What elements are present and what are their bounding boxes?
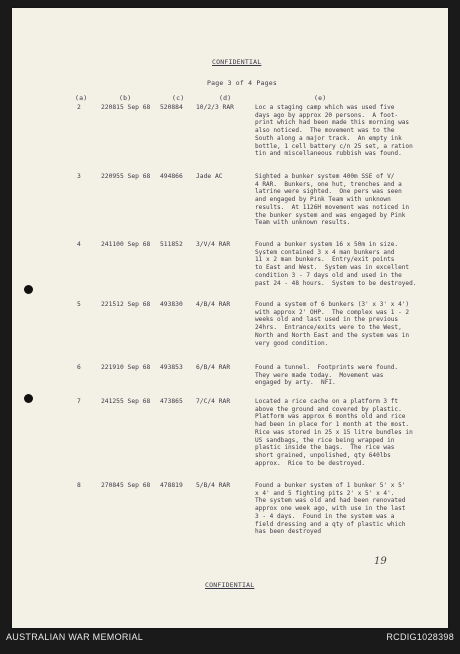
row-description: Found a bunker system of 1 bunker 5' x 5' x 4' and 5 fighting pits 2' x 5' x 4'. The system was old and had been renovated approx one week ago, with use in the last 3 - 4 days. Found in the system was a field dressing and a qty of plastic which has been destroyed <box>255 482 406 536</box>
column-header-a: (a) <box>75 94 88 102</box>
column-header-d: (d) <box>219 94 232 102</box>
row-dtg: 270845 Sep 68 <box>101 482 151 489</box>
column-header-c: (c) <box>172 94 185 102</box>
row-dtg: 241100 Sep 68 <box>101 241 151 248</box>
row-grid: 520884 <box>160 104 183 111</box>
footer-record-id: RCDIG1028398 <box>386 632 454 642</box>
row-dtg: 241255 Sep 68 <box>101 398 151 405</box>
column-header-e: (e) <box>314 94 327 102</box>
row-grid: 478819 <box>160 482 183 489</box>
row-description: Located a rice cache on a platform 3 ft above the ground and covered by plastic. Platform was approx 6 months old and rice had been in place for 1 month at the most. Rice was stored in 25 x 15 litre bundles in US sandbags, the rice being wrapped in plastic inside the bags. The rice was short grained, unpolished, qty 640lbs approx. Rice to be destroyed. <box>255 398 413 467</box>
row-grid: 494866 <box>160 173 183 180</box>
row-unit: 7/C/4 RAR <box>196 398 231 405</box>
row-description: Found a tunnel. Footprints were found. They were made today. Movement was engaged by arty. NFI. <box>255 364 399 387</box>
row-unit: 3/V/4 RAR <box>196 241 231 248</box>
row-number: 3 <box>77 173 81 180</box>
row-number: 8 <box>77 482 81 489</box>
page-label: Page 3 of 4 Pages <box>207 79 277 87</box>
row-unit: Jade AC <box>196 173 223 180</box>
row-unit: 5/B/4 RAR <box>196 482 231 489</box>
punch-hole <box>24 285 33 294</box>
row-unit: 6/B/4 RAR <box>196 364 231 371</box>
row-unit: 4/B/4 RAR <box>196 301 231 308</box>
row-dtg: 221512 Sep 68 <box>101 301 151 308</box>
row-number: 6 <box>77 364 81 371</box>
row-dtg: 220955 Sep 68 <box>101 173 151 180</box>
document-page <box>12 8 448 628</box>
row-description: Found a bunker system 16 x 50m in size. System contained 3 x 4 man bunkers and 11 x 2 man bunkers. Entry/exit points to East and West. System was in excellent condition 3 - 7 days old and used in the past 24 - 48 hours. System to be destroyed. <box>255 241 417 287</box>
row-unit: 10/2/3 RAR <box>196 104 234 111</box>
row-number: 5 <box>77 301 81 308</box>
row-grid: 473865 <box>160 398 183 405</box>
row-dtg: 220815 Sep 68 <box>101 104 151 111</box>
handwritten-page-number: 19 <box>374 556 387 567</box>
row-grid: 493830 <box>160 301 183 308</box>
column-header-b: (b) <box>119 94 132 102</box>
row-grid: 493853 <box>160 364 183 371</box>
classification-header: CONFIDENTIAL <box>212 58 262 66</box>
punch-hole <box>24 394 33 403</box>
row-grid: 511852 <box>160 241 183 248</box>
row-number: 2 <box>77 104 81 111</box>
row-description: Sighted a bunker system 400m SSE of V/ 4 RAR. Bunkers, one hut, trenches and a latrine were sighted. One pers was seen and engaged by Pink Team with unknown results. At 1126H movement was noticed in the bunker system and was engaged by Pink Team with unknown results. <box>255 173 410 227</box>
row-description: Loc a staging camp which was used five days ago by approx 20 persons. A foot- print which had been made this morning was also noticed. The movement was to the South along a major track. An empty ink bottle, 1 cell battery c/n 25 set, a ration tin and miscellaneous rubbish was found. <box>255 104 413 158</box>
row-number: 7 <box>77 398 81 405</box>
footer-archive-name: AUSTRALIAN WAR MEMORIAL <box>6 632 144 642</box>
row-number: 4 <box>77 241 81 248</box>
classification-footer: CONFIDENTIAL <box>205 581 255 589</box>
row-description: Found a system of 6 bunkers (3' x 3' x 4') with approx 2' OHP. The complex was 1 - 2 weeks old and last used in the previous 24hrs. Entrance/exits were to the West, North and North East and the system was in very good condition. <box>255 301 410 347</box>
row-dtg: 221910 Sep 68 <box>101 364 151 371</box>
